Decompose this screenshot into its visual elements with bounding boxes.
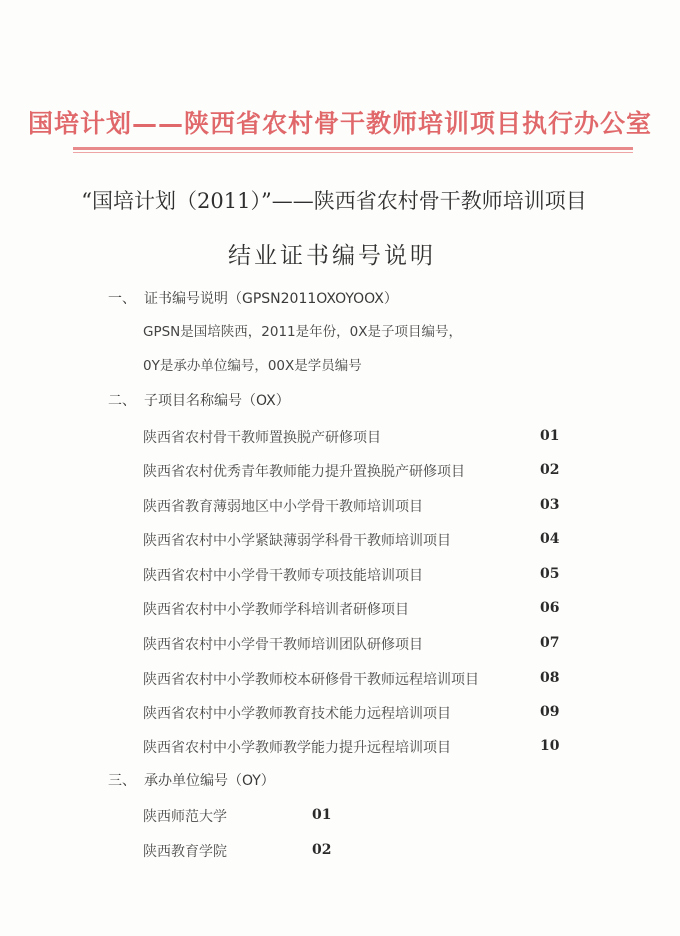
subproject-code: 07 bbox=[540, 635, 560, 651]
subproject-code: 06 bbox=[540, 600, 560, 616]
subproject-row bbox=[0, 427, 680, 449]
section-2-title: 子项目名称编号（OX） bbox=[144, 393, 290, 409]
letterhead-rule-thin bbox=[73, 152, 633, 153]
subproject-name: 陕西省农村优秀青年教师能力提升置换脱产研修项目 bbox=[143, 464, 465, 480]
subproject-name: 陕西省农村骨干教师置换脱产研修项目 bbox=[143, 430, 381, 446]
subproject-code: 10 bbox=[540, 738, 560, 754]
unit-name: 陕西教育学院 bbox=[143, 844, 227, 860]
subproject-code: 01 bbox=[540, 428, 560, 444]
subproject-row bbox=[0, 461, 680, 483]
section-3-number: 三、 bbox=[108, 773, 136, 789]
section-2-number: 二、 bbox=[108, 393, 136, 409]
subproject-row bbox=[0, 496, 680, 518]
unit-row bbox=[0, 806, 680, 828]
subproject-row bbox=[0, 530, 680, 552]
subproject-row bbox=[0, 703, 680, 725]
letterhead-rule-thick bbox=[73, 147, 633, 150]
subproject-code: 08 bbox=[540, 670, 560, 686]
subproject-name: 陕西省农村中小学骨干教师专项技能培训项目 bbox=[143, 568, 423, 584]
section-1-title: 证书编号说明（GPSN2011OXOYOOX） bbox=[144, 291, 398, 307]
subproject-name: 陕西省农村中小学紧缺薄弱学科骨干教师培训项目 bbox=[143, 533, 451, 549]
subproject-name: 陕西省农村中小学教师学科培训者研修项目 bbox=[143, 602, 409, 618]
unit-code: 01 bbox=[312, 807, 332, 823]
subproject-row bbox=[0, 737, 680, 759]
letterhead-title: 国培计划——陕西省农村骨干教师培训项目执行办公室 bbox=[27, 109, 652, 138]
document-subtitle: 结业证书编号说明 bbox=[228, 243, 436, 269]
subproject-row bbox=[0, 599, 680, 621]
subproject-code: 02 bbox=[540, 462, 560, 478]
subproject-name: 陕西省农村中小学教师校本研修骨干教师远程培训项目 bbox=[143, 672, 479, 688]
section-1-number: 一、 bbox=[108, 291, 136, 307]
section-1-desc-line-1: GPSN是国培陕西，2011是年份，0X是子项目编号， bbox=[143, 324, 462, 340]
subproject-row bbox=[0, 565, 680, 587]
subproject-row bbox=[0, 634, 680, 656]
subproject-code: 03 bbox=[540, 497, 560, 513]
subproject-code: 09 bbox=[540, 704, 560, 720]
document-title: “国培计划（2011）”——陕西省农村骨干教师培训项目 bbox=[81, 189, 587, 213]
section-3-title: 承办单位编号（OY） bbox=[144, 773, 275, 789]
subproject-name: 陕西省农村中小学教师教学能力提升远程培训项目 bbox=[143, 740, 451, 756]
subproject-code: 04 bbox=[540, 531, 560, 547]
subproject-name: 陕西省农村中小学骨干教师培训团队研修项目 bbox=[143, 637, 423, 653]
subproject-code: 05 bbox=[540, 566, 560, 582]
unit-row bbox=[0, 841, 680, 863]
unit-name: 陕西师范大学 bbox=[143, 809, 227, 825]
subproject-name: 陕西省农村中小学教师教育技术能力远程培训项目 bbox=[143, 706, 451, 722]
subproject-name: 陕西省教育薄弱地区中小学骨干教师培训项目 bbox=[143, 499, 423, 515]
section-1-desc-line-2: 0Y是承办单位编号，00X是学员编号 bbox=[143, 358, 362, 374]
unit-code: 02 bbox=[312, 842, 332, 858]
subproject-row bbox=[0, 669, 680, 691]
